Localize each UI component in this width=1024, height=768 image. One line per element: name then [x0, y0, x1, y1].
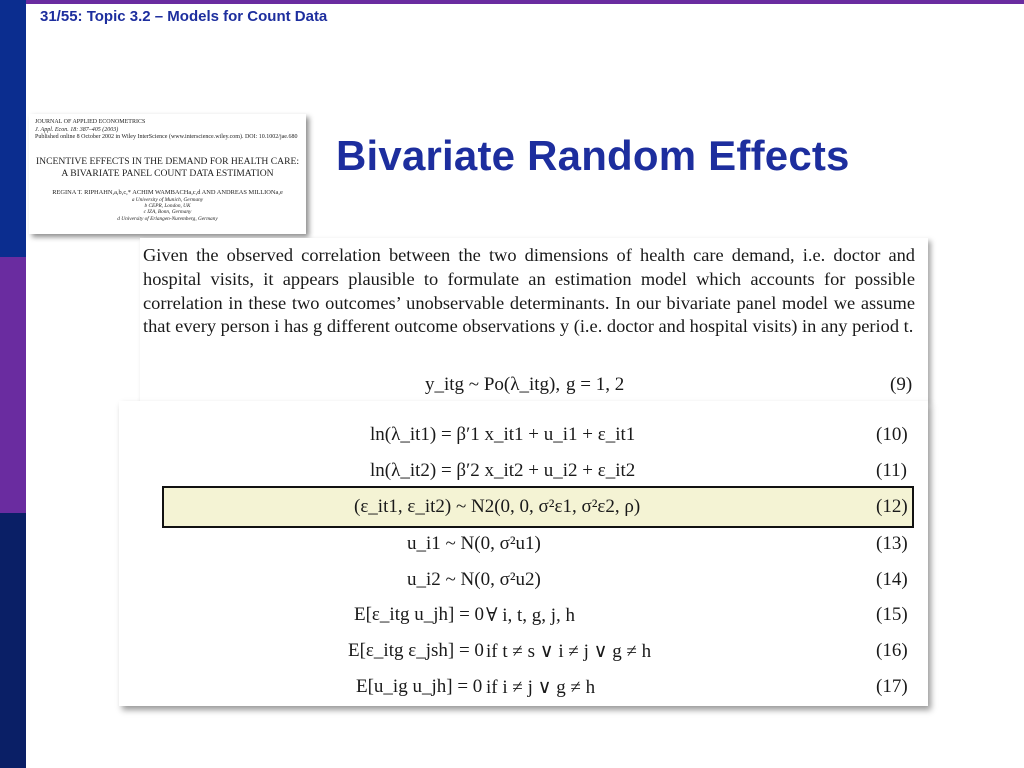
equation-11-lhs: ln(λ_it2) = β′2 x_it2 + u_i2 + ε_it2 [370, 460, 636, 481]
equation-16-number: (16) [876, 640, 908, 661]
journal-header-clip [29, 114, 306, 234]
equation-12-lhs: (ε_it1, ε_it2) ~ N2(0, 0, σ²ε1, σ²ε2, ρ) [354, 496, 641, 517]
equation-16-rhs: if t ≠ s ∨ i ≠ j ∨ g ≠ h [486, 641, 652, 662]
equation-17-number: (17) [876, 676, 908, 697]
left-bar-top [0, 0, 26, 257]
journal-name: JOURNAL OF APPLIED ECONOMETRICS [35, 119, 146, 125]
equation-10-number: (10) [876, 424, 908, 445]
equation-16-lhs: E[ε_itg ε_jsh] = 0 [348, 640, 484, 661]
equation-17-rhs: if i ≠ j ∨ g ≠ h [486, 677, 596, 698]
equation-15-rhs: ∀ i, t, g, j, h [486, 605, 576, 626]
slide-breadcrumb: 31/55: Topic 3.2 – Models for Count Data [40, 8, 328, 25]
equation-17-lhs: E[u_ig u_jh] = 0 [356, 676, 483, 697]
equation-14-number: (14) [876, 569, 908, 590]
top-divider [26, 0, 1024, 4]
equation-15-number: (15) [876, 604, 908, 625]
paper-authors: REGINA T. RIPHAHN,a,b,c,* ACHIM WAMBACHa,c,d AND ANDREAS MILLIONa,e [52, 188, 283, 196]
affiliation-4: d University of Erlangen-Nuremberg, Germany [117, 215, 218, 222]
equation-10-lhs: ln(λ_it1) = β′1 x_it1 + u_i1 + ε_it1 [370, 424, 636, 445]
affiliation-2: b CEPR, London, UK [144, 202, 191, 209]
equation-14-lhs: u_i2 ~ N(0, σ²u2) [407, 569, 541, 590]
equation-13-lhs: u_i1 ~ N(0, σ²u1) [407, 533, 541, 554]
equation-12-number: (12) [876, 496, 908, 517]
left-bar-bottom [0, 513, 26, 768]
journal-published: Published online 8 October 2002 in Wiley InterScience (www.interscience.wiley.com). DOI: 10.1002/jae.680 [35, 134, 298, 140]
equation-9-rhs: g = 1, 2 [566, 374, 625, 395]
excerpt-paragraph: Given the observed correlation between the two dimensions of health care demand, i.e. doctor and hospital visits, it appears plausible to formulate an estimation model which accounts for possible correlation in these two outcomes’ unobservable determinants. In our bivariate panel model we assume that every person i has g different outcome observations y (i.e. doctor and hospital visits) in any period t. [143, 245, 915, 337]
affiliation-1: a University of Munich, Germany [131, 196, 204, 203]
slide-title: Bivariate Random Effects [336, 132, 850, 179]
paper-title-line2: A BIVARIATE PANEL COUNT DATA ESTIMATION [61, 167, 274, 179]
equation-9-number: (9) [890, 374, 913, 395]
journal-citation: J. Appl. Econ. 18: 387–405 (2003) [35, 126, 119, 133]
equation-9-lhs: y_itg ~ Po(λ_itg), [425, 374, 561, 395]
left-bar-middle [0, 257, 26, 513]
equation-11-number: (11) [876, 460, 907, 481]
equation-15-lhs: E[ε_itg u_jh] = 0 [354, 604, 485, 625]
paper-title-line1: INCENTIVE EFFECTS IN THE DEMAND FOR HEALTH CARE: [35, 155, 300, 167]
equation-13-number: (13) [876, 533, 908, 554]
affiliation-3: c IZA, Bonn, Germany [143, 209, 192, 216]
